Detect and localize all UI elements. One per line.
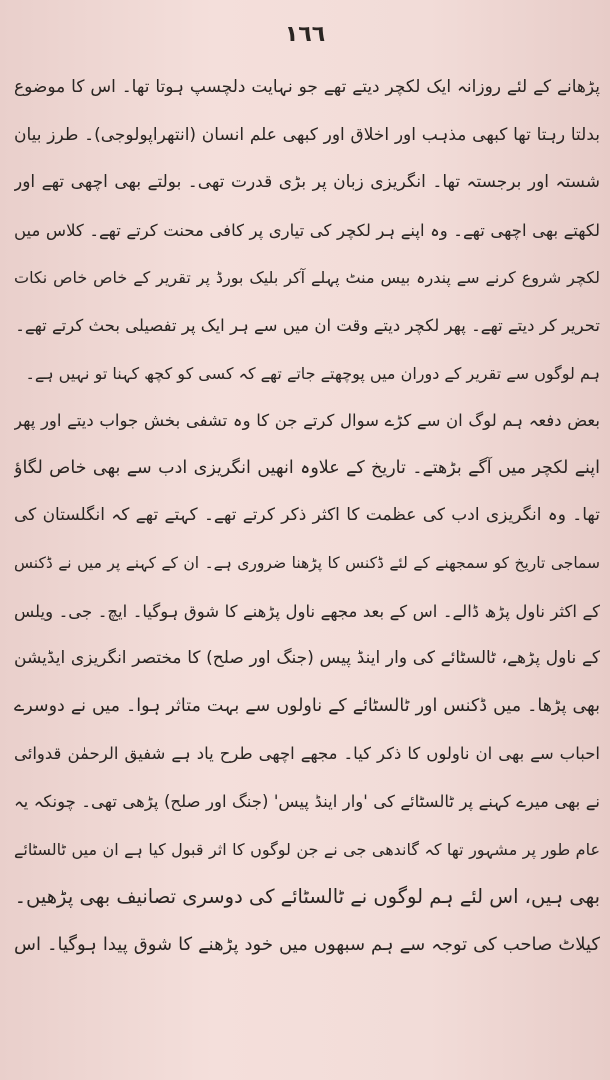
text-line: عام طور پر مشہور تھا کہ گاندھی جی نے جن لوگوں کا اثر قبول کیا ہے ان میں ٹالسٹائے bbox=[14, 839, 600, 859]
text-line: بھی پڑھا۔ میں ڈکنس اور ٹالسٹائے کے ناولوں سے بہت متاثر ہوا۔ میں نے دوسرے bbox=[14, 695, 600, 716]
page-number: ١٦٦ bbox=[284, 22, 326, 47]
page-body-text bbox=[14, 64, 600, 968]
text-line: نے بھی میرے کہنے پر ٹالسٹائے کی 'وار اینڈ پیس' (جنگ اور صلح) پڑھی تھی۔ چونکہ یہ bbox=[14, 791, 600, 811]
text-line: سماجی تاریخ کو سمجھنے کے لئے ڈکنس کا پڑھنا ضروری ہے۔ ان کے کہنے پر میں نے ڈکنس bbox=[14, 553, 600, 572]
text-line: تھا۔ وہ انگریزی ادب کی عظمت کا اکثر ذکر کرتے تھے۔ کہتے تھے کہ انگلستان کی bbox=[14, 505, 600, 526]
text-line: شستہ اور برجستہ تھا۔ انگریزی زبان پر بڑی قدرت تھی۔ بولتے بھی اچھی تھے اور bbox=[14, 172, 600, 193]
text-line: کیلاٹ صاحب کی توجہ سے ہم سبھوں میں خود پڑھنے کا شوق پیدا ہوگیا۔ اس bbox=[14, 933, 600, 955]
text-line: کے ناول پڑھے، ٹالسٹائے کی وار اینڈ پیس (جنگ اور صلح) کا مختصر انگریزی ایڈیشن bbox=[14, 648, 600, 669]
text-line: لکھتے بھی اچھی تھے۔ وہ اپنے ہر لکچر کی تیاری پر کافی محنت کرتے تھے۔ کلاس میں bbox=[14, 220, 600, 240]
text-line: بدلتا رہتا تھا کبھی مذہب اور اخلاق اور کبھی علم انسان (انتھراپولوجی)۔ طرز بیان bbox=[14, 124, 600, 145]
text-line: بعض دفعہ ہم لوگ ان سے کڑے سوال کرتے جن کا وہ تشفی بخش جواب دیتے اور پھر bbox=[14, 411, 600, 431]
text-line: احباب سے بھی ان ناولوں کا ذکر کیا۔ مجھے اچھی طرح یاد ہے شفیق الرحمٰن قدوائی bbox=[14, 744, 600, 764]
text-line: بھی ہیں، اس لئے ہم لوگوں نے ٹالسٹائے کی دوسری تصانیف بھی پڑھیں۔ bbox=[14, 885, 600, 909]
text-line: تحریر کر دیتے تھے۔ پھر لکچر دیتے وقت ان میں سے ہر ایک پر تفصیلی بحث کرتے تھے۔ bbox=[15, 315, 600, 335]
text-line: لکچر شروع کرنے سے پندرہ بیس منٹ پہلے آکر بلیک بورڈ پر تقریر کے خاص خاص نکات bbox=[14, 268, 600, 288]
text-line: اپنے لکچر میں آگے بڑھتے۔ تاریخ کے علاوہ انھیں انگریزی ادب سے بھی خاص لگاؤ bbox=[14, 457, 600, 478]
text-line: پڑھانے کے لئے روزانہ ایک لکچر دیتے تھے جو نہایت دلچسپ ہوتا تھا۔ اس کا موضوع bbox=[14, 77, 600, 97]
text-line: کے اکثر ناول پڑھ ڈالے۔ اس کے بعد مجھے ناول پڑھنے کا شوق ہوگیا۔ ایچ۔ جی۔ ویلس bbox=[14, 601, 600, 621]
text-line: ہم لوگوں سے تقریر کے دوران میں پوچھتے جاتے تھے کہ کسی کو کچھ کہنا تو نہیں ہے۔ bbox=[25, 363, 600, 383]
